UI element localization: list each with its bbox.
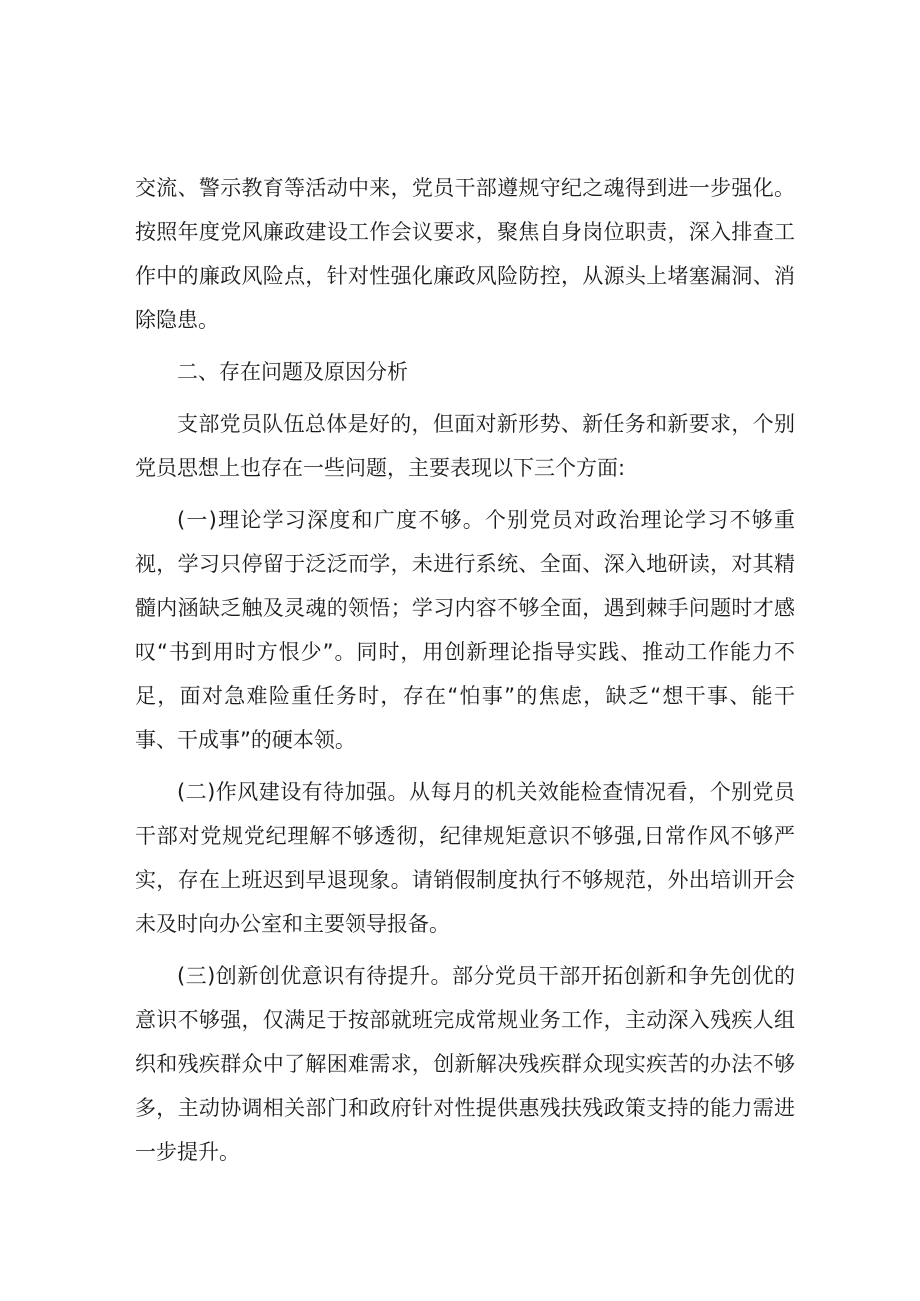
paragraph-innovation: (三)创新创优意识有待提升。部分党员干部开拓创新和争先创优的意识不够强，仅满足于按部就班完成常规业务工作，主动深入残疾人组织和残疾群众中了解困难需求，创新解决残疾群众现实疾苦的办法不够多，主动协调相关部门和政府针对性提供惠残扶残政策支持的能力需进一步提升。 <box>135 964 795 1164</box>
paragraph-work-style: (二)作风建设有待加强。从每月的机关效能检查情况看，个别党员干部对党规党纪理解不够透彻，纪律规矩意识不够强,日常作风不够严实，存在上班迟到早退现象。请销假制度执行不够规范，外出培训开会未及时向办公室和主要领导报备。 <box>135 780 795 936</box>
document-body <box>135 166 795 1182</box>
paragraph-theory-study: (一)理论学习深度和广度不够。个别党员对政治理论学习不够重视，学习只停留于泛泛而学，未进行系统、全面、深入地研读，对其精髓内涵缺乏触及灵魂的领悟；学习内容不够全面，遇到棘手问题时才感叹“书到用时方恨少”。同时，用创新理论指导实践、推动工作能力不足，面对急难险重任务时，存在“怕事”的焦虑，缺乏“想干事、能干事、干成事”的硬本领。 <box>135 508 795 752</box>
section-heading-problems: 二、存在问题及原因分析 <box>177 360 408 384</box>
paragraph-overview: 支部党员队伍总体是好的，但面对新形势、新任务和新要求，个别党员思想上也存在一些问题，主要表现以下三个方面: <box>135 412 795 480</box>
paragraph-continuation: 交流、警示教育等活动中来，党员干部遵规守纪之魂得到进一步强化。按照年度党风廉政建设工作会议要求，聚焦自身岗位职责，深入排查工作中的廉政风险点，针对性强化廉政风险防控，从源头上堵塞漏洞、消除隐患。 <box>135 176 795 332</box>
